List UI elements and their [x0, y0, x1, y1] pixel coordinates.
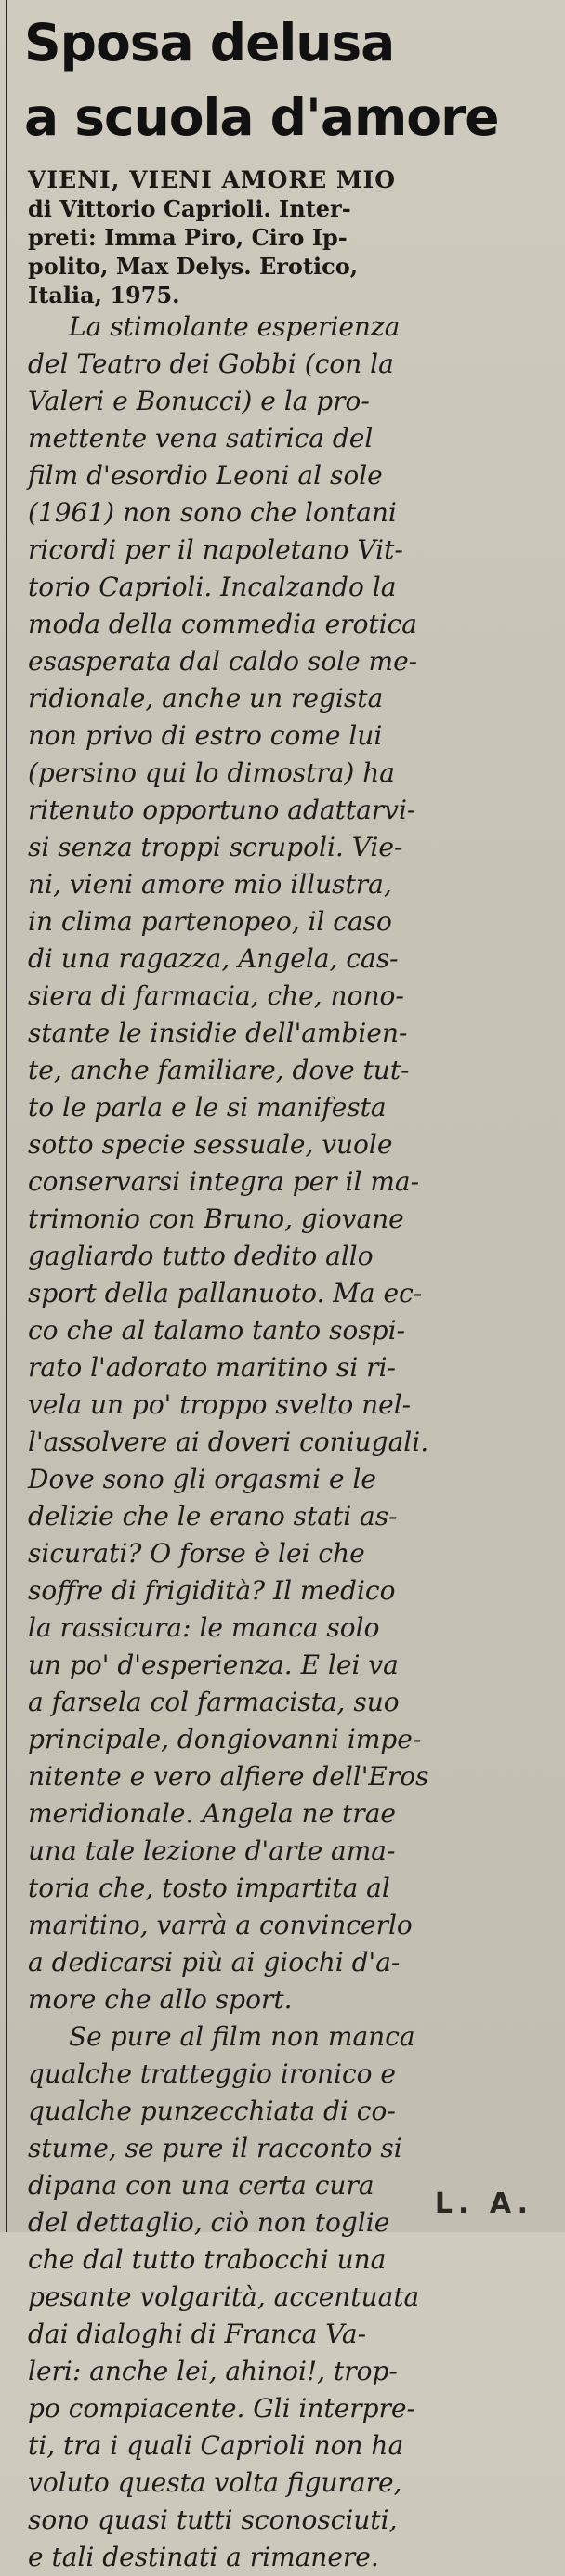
- body-line: torio Caprioli. Incalzando la: [28, 572, 397, 602]
- credits-line: di Vittorio Caprioli. Inter-: [28, 195, 351, 222]
- body-line: del dettaglio, ciò non toglie: [28, 2207, 390, 2238]
- body-line: un po' d'esperienza. E lei va: [28, 1649, 399, 1680]
- body-line: ni, vieni amore mio illustra,: [28, 869, 392, 900]
- body-line: stume, se pure il racconto si: [28, 2133, 402, 2163]
- body-line: a farsela col farmacista, suo: [28, 1687, 400, 1717]
- body-line: ritenuto opportuno adattarvi-: [28, 795, 416, 825]
- body-line: maritino, varrà a convincerlo: [28, 1910, 413, 1940]
- credits-line: polito, Max Delys. Erotico,: [28, 253, 359, 280]
- body-line: siera di farmacia, che, nono-: [28, 980, 404, 1011]
- body-line: moda della commedia erotica: [28, 609, 418, 639]
- body-line: leri: anche lei, ahinoi!, trop-: [28, 2356, 398, 2386]
- body-line: rato l'adorato maritino si ri-: [28, 1352, 396, 1383]
- body-line: esasperata dal caldo sole me-: [28, 646, 418, 677]
- body-line: delizie che le erano stati as-: [28, 1501, 398, 1531]
- author-initials: L. A.: [434, 2188, 533, 2220]
- body-line: te, anche familiare, dove tut-: [28, 1055, 410, 1085]
- body-line: e tali destinati a rimanere.: [28, 2542, 379, 2572]
- body-line: pesante volgarità, accentuata: [28, 2281, 420, 2312]
- credits-line: preti: Imma Piro, Ciro Ip-: [28, 224, 348, 251]
- body-line: a dedicarsi più ai giochi d'a-: [28, 1947, 401, 1978]
- body-line: sono quasi tutti sconosciuti,: [28, 2504, 398, 2535]
- headline-line-1: Sposa delusa: [24, 13, 395, 72]
- body-line: non privo di estro come lui: [28, 720, 383, 751]
- body-line: stante le insidie dell'ambien-: [28, 1018, 408, 1048]
- body-line: che dal tutto trabocchi una: [28, 2244, 387, 2275]
- body-line: mettente vena satirica del: [28, 423, 374, 453]
- body-line: conservarsi integra per il ma-: [28, 1166, 420, 1197]
- headline-line-2: a scuola d'amore: [24, 87, 499, 147]
- body-line: dipana con una certa cura: [28, 2170, 374, 2201]
- body-line: more che allo sport.: [28, 1984, 293, 2015]
- body-line: qualche tratteggio ironico e: [28, 2058, 396, 2089]
- body-line: toria che, tosto impartita al: [28, 1873, 390, 1903]
- body-line: film d'esordio Leoni al sole: [28, 460, 383, 491]
- body-line: nitente e vero alfiere dell'Eros: [28, 1761, 429, 1792]
- body-line: voluto questa volta figurare,: [28, 2467, 402, 2498]
- body-line: po compiacente. Gli interpre-: [28, 2393, 415, 2424]
- body-line: del Teatro dei Gobbi (con la: [28, 348, 394, 379]
- body-line: La stimolante esperienza: [69, 311, 401, 342]
- body-line: soffre di frigidità? Il medico: [28, 1575, 396, 1606]
- credits-line: Italia, 1975.: [28, 282, 180, 309]
- body-line: Dove sono gli orgasmi e le: [28, 1464, 376, 1494]
- headline: [24, 6, 545, 154]
- body-line: si senza troppi scrupoli. Vie-: [28, 832, 403, 862]
- body-line: sicurati? O forse è lei che: [28, 1538, 365, 1569]
- body-line: la rassicura: le manca solo: [28, 1612, 380, 1643]
- body-line: ti, tra i quali Caprioli non ha: [28, 2430, 404, 2461]
- body-line: (persino qui lo dimostra) ha: [28, 757, 395, 788]
- column-rule: [6, 0, 7, 2232]
- body-line: di una ragazza, Angela, cas-: [28, 943, 399, 974]
- body-line: principale, dongiovanni impe-: [28, 1724, 422, 1755]
- body-line: vela un po' troppo svelto nel-: [28, 1389, 412, 1420]
- body-line: trimonio con Bruno, giovane: [28, 1203, 404, 1234]
- body-line: qualche punzecchiata di co-: [28, 2096, 396, 2126]
- body-line: Valeri e Bonucci) e la pro-: [28, 386, 370, 416]
- body-line: (1961) non sono che lontani: [28, 497, 397, 528]
- body-line: una tale lezione d'arte ama-: [28, 1835, 396, 1866]
- body-line: dai dialoghi di Franca Va-: [28, 2319, 367, 2349]
- film-title: VIENI, VIENI AMORE MIO: [28, 166, 397, 193]
- body-line: in clima partenopeo, il caso: [28, 906, 392, 937]
- body-line: co che al talamo tanto sospi-: [28, 1315, 405, 1346]
- body-line: Se pure al film non manca: [69, 2021, 415, 2052]
- body-line: ridionale, anche un regista: [28, 683, 384, 714]
- body-line: meridionale. Angela ne trae: [28, 1798, 396, 1829]
- review-body: [28, 309, 548, 2576]
- body-line: to le parla e le si manifesta: [28, 1092, 387, 1123]
- body-line: sotto specie sessuale, vuole: [28, 1129, 393, 1160]
- body-line: l'assolvere ai doveri coniugali.: [28, 1426, 429, 1457]
- film-credits: [28, 165, 537, 309]
- body-line: sport della pallanuoto. Ma ec-: [28, 1278, 423, 1308]
- body-line: ricordi per il napoletano Vit-: [28, 534, 403, 565]
- body-line: gagliardo tutto dedito allo: [28, 1241, 374, 1271]
